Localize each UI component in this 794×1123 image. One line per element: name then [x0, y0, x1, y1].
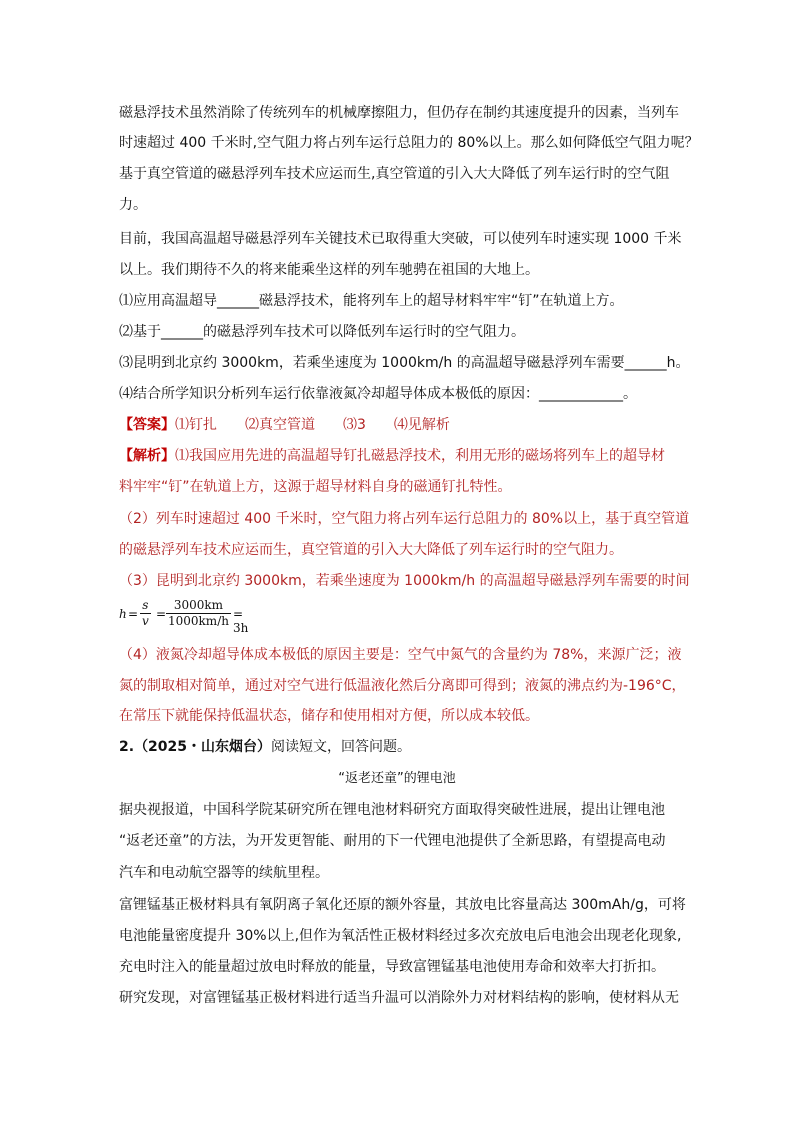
question-prompt: 阅读短文，回答问题。 [271, 739, 412, 755]
analysis-line: （2）列车时速超过 400 千米时，空气阻力将占列车运行总阻力的 80%以上，基于真空管道 [119, 511, 690, 527]
passage-line: 磁悬浮技术虽然消除了传统列车的机械摩擦阻力，但仍存在制约其速度提升的因素，当列车 [119, 105, 679, 121]
formula-s: s [140, 598, 151, 614]
question-2: ⑵基于______的磁悬浮列车技术可以降低列车运行时的空气阻力。 [119, 324, 525, 340]
article-line: 研究发现，对富锂锰基正极材料进行适当升温可以消除外力对材料结构的影响，使材料从无 [119, 990, 679, 1006]
analysis-line: 氮的制取相对简单，通过对空气进行低温液化然后分离即可得到；液氮的沸点约为-196°C， [119, 678, 686, 694]
article-line: 据央视报道，中国科学院某研究所在锂电池材料研究方面取得突破性进展，提出让锂电池 [119, 802, 665, 818]
article-line: 充电时注入的能量超过放电时释放的能量，导致富锂锰基电池使用寿命和效率大打折扣。 [119, 959, 665, 975]
question-1: ⑴应用高温超导______磁悬浮技术，能将列车上的超导材料牢牢“钉”在轨道上方。 [119, 293, 624, 309]
answer-line [119, 415, 450, 435]
analysis-line: （3）昆明到北京约 3000km，若乘坐速度为 1000km/h 的高温超导磁悬浮列车需要的时间 [119, 573, 690, 589]
formula-lhs: h [119, 607, 127, 621]
formula-eq: = [156, 607, 167, 621]
passage-line: 时速超过 400 千米时,空气阻力将占列车运行总阻力的 80%以上。那么如何降低空气阻力呢？ [119, 135, 699, 151]
analysis-tag: 【解析】 [119, 448, 175, 464]
analysis-line: 在常压下就能保持低温状态，储存和使用相对方便，所以成本较低。 [119, 708, 539, 724]
formula-denominator: 1000km/h [168, 614, 229, 628]
analysis-line: （4）液氮冷却超导体成本极低的原因主要是：空气中氮气的含量约为 78%，来源广泛；液 [119, 647, 682, 663]
answer-tag: 【答案】 [119, 417, 175, 433]
answer-text: ⑴钉扎 ⑵真空管道 ⑶3 ⑷见解析 [175, 417, 450, 433]
analysis-line: 的磁悬浮列车技术应运而生，真空管道的引入大大降低了列车运行时的空气阻力。 [119, 542, 623, 558]
question-3: ⑶昆明到北京约 3000km，若乘坐速度为 1000km/h 的高温超导磁悬浮列车需要______h。 [119, 355, 690, 371]
formula-v: v [142, 614, 149, 628]
article-line: 富锂锰基正极材料具有氧阴离子氧化还原的额外容量，其放电比容量高达 300mAh/g，可将 [119, 897, 686, 913]
passage-line: 以上。我们期待不久的将来能乘坐这样的列车驰骋在祖国的大地上。 [119, 262, 539, 278]
article-line: “返老还童”的方法，为开发更智能、耐用的下一代锂电池提供了全新思路，有望提高电动 [119, 833, 666, 849]
article-line: 电池能量密度提升 30%以上,但作为氧活性正极材料经过多次充放电后电池会出现老化现象, [119, 928, 682, 944]
passage-line: 目前，我国高温超导磁悬浮列车关键技术已取得重大突破，可以使列车时速实现 1000 千米 [119, 231, 682, 247]
passage-line: 力。 [119, 197, 147, 213]
analysis-line [119, 446, 665, 466]
analysis-text: ⑴我国应用先进的高温超导钉扎磁悬浮技术，利用无形的磁场将列车上的超导材 [175, 448, 665, 464]
question-4: ⑷结合所学知识分析列车运行依靠液氮冷却超导体成本极低的原因：____________。 [119, 386, 637, 402]
article-line: 汽车和电动航空器等的续航里程。 [119, 865, 329, 881]
formula-sv-fraction [140, 598, 151, 629]
question-source: （2025・山东烟台） [134, 739, 272, 755]
article-title: “返老还童”的锂电池 [338, 771, 456, 786]
passage-line: 基于真空管道的磁悬浮列车技术应运而生,真空管道的引入大大降低了列车运行时的空气阻 [119, 166, 670, 182]
question-2-header [119, 737, 411, 757]
formula-eq: = [128, 607, 139, 621]
formula-value-fraction [166, 598, 231, 629]
formula-numerator: 3000km [166, 598, 231, 614]
question-number: 2. [119, 739, 135, 755]
analysis-line: 料牢牢“钉”在轨道上方，这源于超导材料自身的磁通钉扎特性。 [119, 479, 512, 495]
formula-result: = 3h [233, 607, 249, 635]
